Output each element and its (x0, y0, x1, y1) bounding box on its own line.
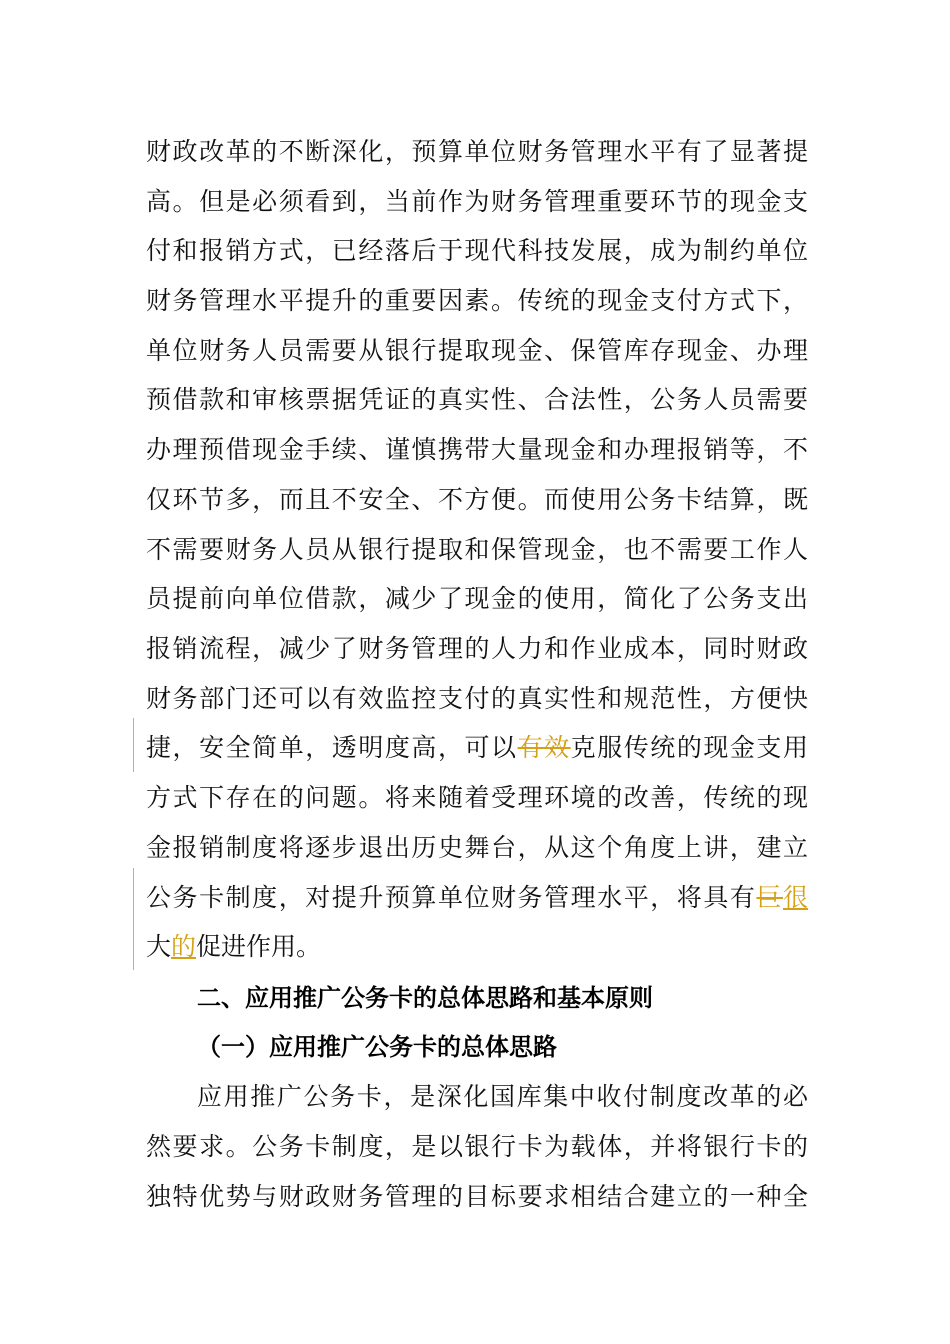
body-text-line: 财务部门还可以有效监控支付的真实性和规范性，方便快 (146, 684, 808, 713)
body-text-line-indented: 应用推广公务卡，是深化国库集中收付制度改革的必 (197, 1082, 808, 1111)
body-text-line: 财政改革的不断深化，预算单位财务管理水平有了显著提 (146, 137, 808, 166)
inserted-text: 很 (782, 883, 808, 912)
text-segment: 克服传统的现金支用 (570, 733, 808, 762)
body-text-line: 办理预借现金手续、谨慎携带大量现金和办理报销等，不 (146, 435, 808, 464)
body-text-line: 预借款和审核票据凭证的真实性、合法性，公务人员需要 (146, 385, 808, 414)
body-text-line: 员提前向单位借款，减少了现金的使用，简化了公务支出 (146, 584, 808, 613)
section-heading: 二、应用推广公务卡的总体思路和基本原则 (197, 984, 653, 1012)
text-segment: 大 (146, 932, 172, 961)
text-segment: 捷，安全简单，透明度高，可以 (146, 733, 518, 762)
deleted-text: 有效 (517, 733, 571, 762)
body-text-line: 方式下存在的问题。将来随着受理环境的改善，传统的现 (146, 783, 808, 812)
body-text-line: 高。但是必须看到，当前作为财务管理重要环节的现金支 (146, 187, 808, 216)
body-text-line: 金报销制度将逐步退出历史舞台，从这个角度上讲，建立 (146, 833, 808, 862)
text-segment: 公务卡制度，对提升预算单位财务管理水平，将具有 (146, 883, 757, 912)
body-text-line: 不需要财务人员从银行提取和保管现金，也不需要工作人 (146, 535, 808, 564)
body-text-line: 报销流程，减少了财务管理的人力和作业成本，同时财政 (146, 634, 808, 663)
body-text-line-with-deletion (146, 733, 808, 763)
revision-change-bar (133, 718, 134, 772)
body-text-line: 然要求。公务卡制度，是以银行卡为载体，并将银行卡的 (146, 1132, 808, 1161)
body-text-line: 财务管理水平提升的重要因素。传统的现金支付方式下， (146, 286, 808, 315)
inserted-text: 的 (171, 932, 197, 961)
body-text-line: 仅环节多，而且不安全、不方便。而使用公务卡结算，既 (146, 485, 808, 514)
subsection-heading: （一）应用推广公务卡的总体思路 (197, 1033, 557, 1061)
body-text-line-with-revision (146, 883, 808, 913)
body-text-line: 独特优势与财政财务管理的目标要求相结合建立的一种全 (146, 1182, 808, 1211)
body-text-line: 付和报销方式，已经落后于现代科技发展，成为制约单位 (146, 236, 808, 265)
revision-change-bar (133, 868, 134, 970)
deleted-text: 巨 (756, 883, 783, 912)
text-segment: 促进作用。 (196, 932, 322, 961)
body-text-line: 单位财务人员需要从银行提取现金、保管库存现金、办理 (146, 336, 808, 365)
body-text-line-with-insertion (146, 932, 808, 962)
